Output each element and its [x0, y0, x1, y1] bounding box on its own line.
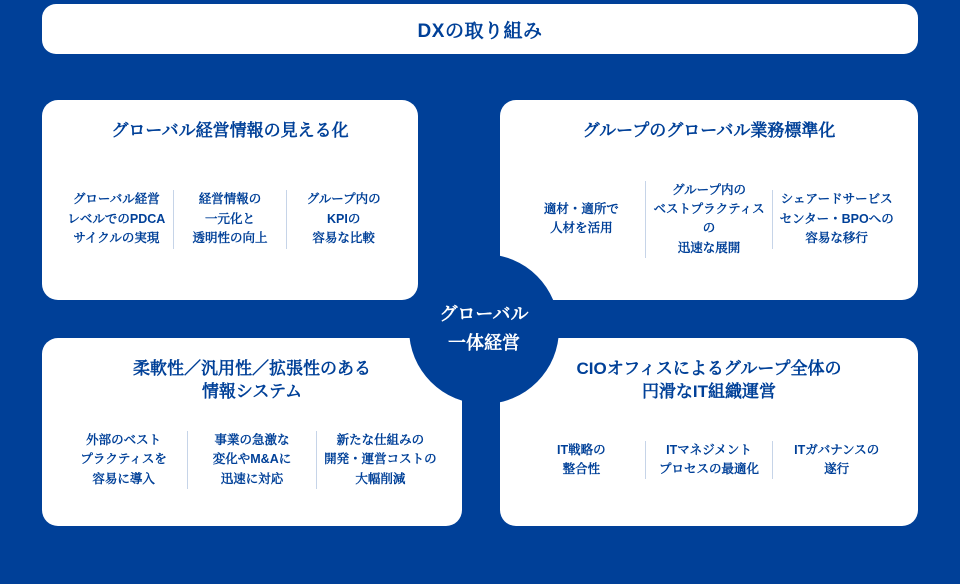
card-item: 新たな仕組みの 開発・運営コストの 大幅削減 [316, 431, 444, 489]
card-item: 経営情報の 一元化と 透明性の向上 [173, 190, 287, 248]
card-flexible-information-system [42, 338, 462, 526]
card-item: 適材・適所で 人材を活用 [543, 202, 619, 236]
card-item: ITマネジメント プロセスの最適化 [645, 441, 773, 480]
diagram-title-banner [42, 4, 918, 54]
card-title: CIOオフィスによるグループ全体の 円滑なIT組織運営 [576, 359, 842, 401]
card-global-management-visibility [42, 100, 418, 300]
card-item: ITガバナンスの 遂行 [772, 441, 900, 480]
card-item: シェアードサービス センター・BPOへの 容易な移行 [772, 190, 900, 248]
card-title: グローバル経営情報の見える化 [111, 121, 349, 140]
card-item: 外部のベスト プラクティスを 容易に導入 [80, 432, 167, 486]
card-item: IT戦略の 整合性 [557, 442, 606, 476]
card-title: グループのグローバル業務標準化 [582, 121, 836, 140]
card-title: 柔軟性／汎用性／拡張性のある 情報システム [133, 359, 371, 401]
card-items [60, 157, 400, 282]
card-item: 事業の急激な 変化やM&Aに 迅速に対応 [187, 431, 315, 489]
center-hub [409, 254, 559, 404]
card-cio-office-it-governance [500, 338, 918, 526]
card-group-global-standardization [500, 100, 918, 300]
card-items [60, 412, 444, 508]
center-hub-line-2: 一体経営 [448, 333, 520, 353]
card-item: グループ内の ベストプラクティスの 迅速な展開 [645, 181, 773, 259]
center-hub-line-1: グローバル [439, 304, 529, 325]
card-item: グローバル経営 レベルでのPDCA サイクルの実現 [67, 192, 166, 246]
card-item: グループ内の KPIの 容易な比較 [286, 190, 400, 248]
page-title: DXの取り組み [417, 20, 543, 42]
card-items [518, 412, 900, 508]
card-items [518, 157, 900, 282]
